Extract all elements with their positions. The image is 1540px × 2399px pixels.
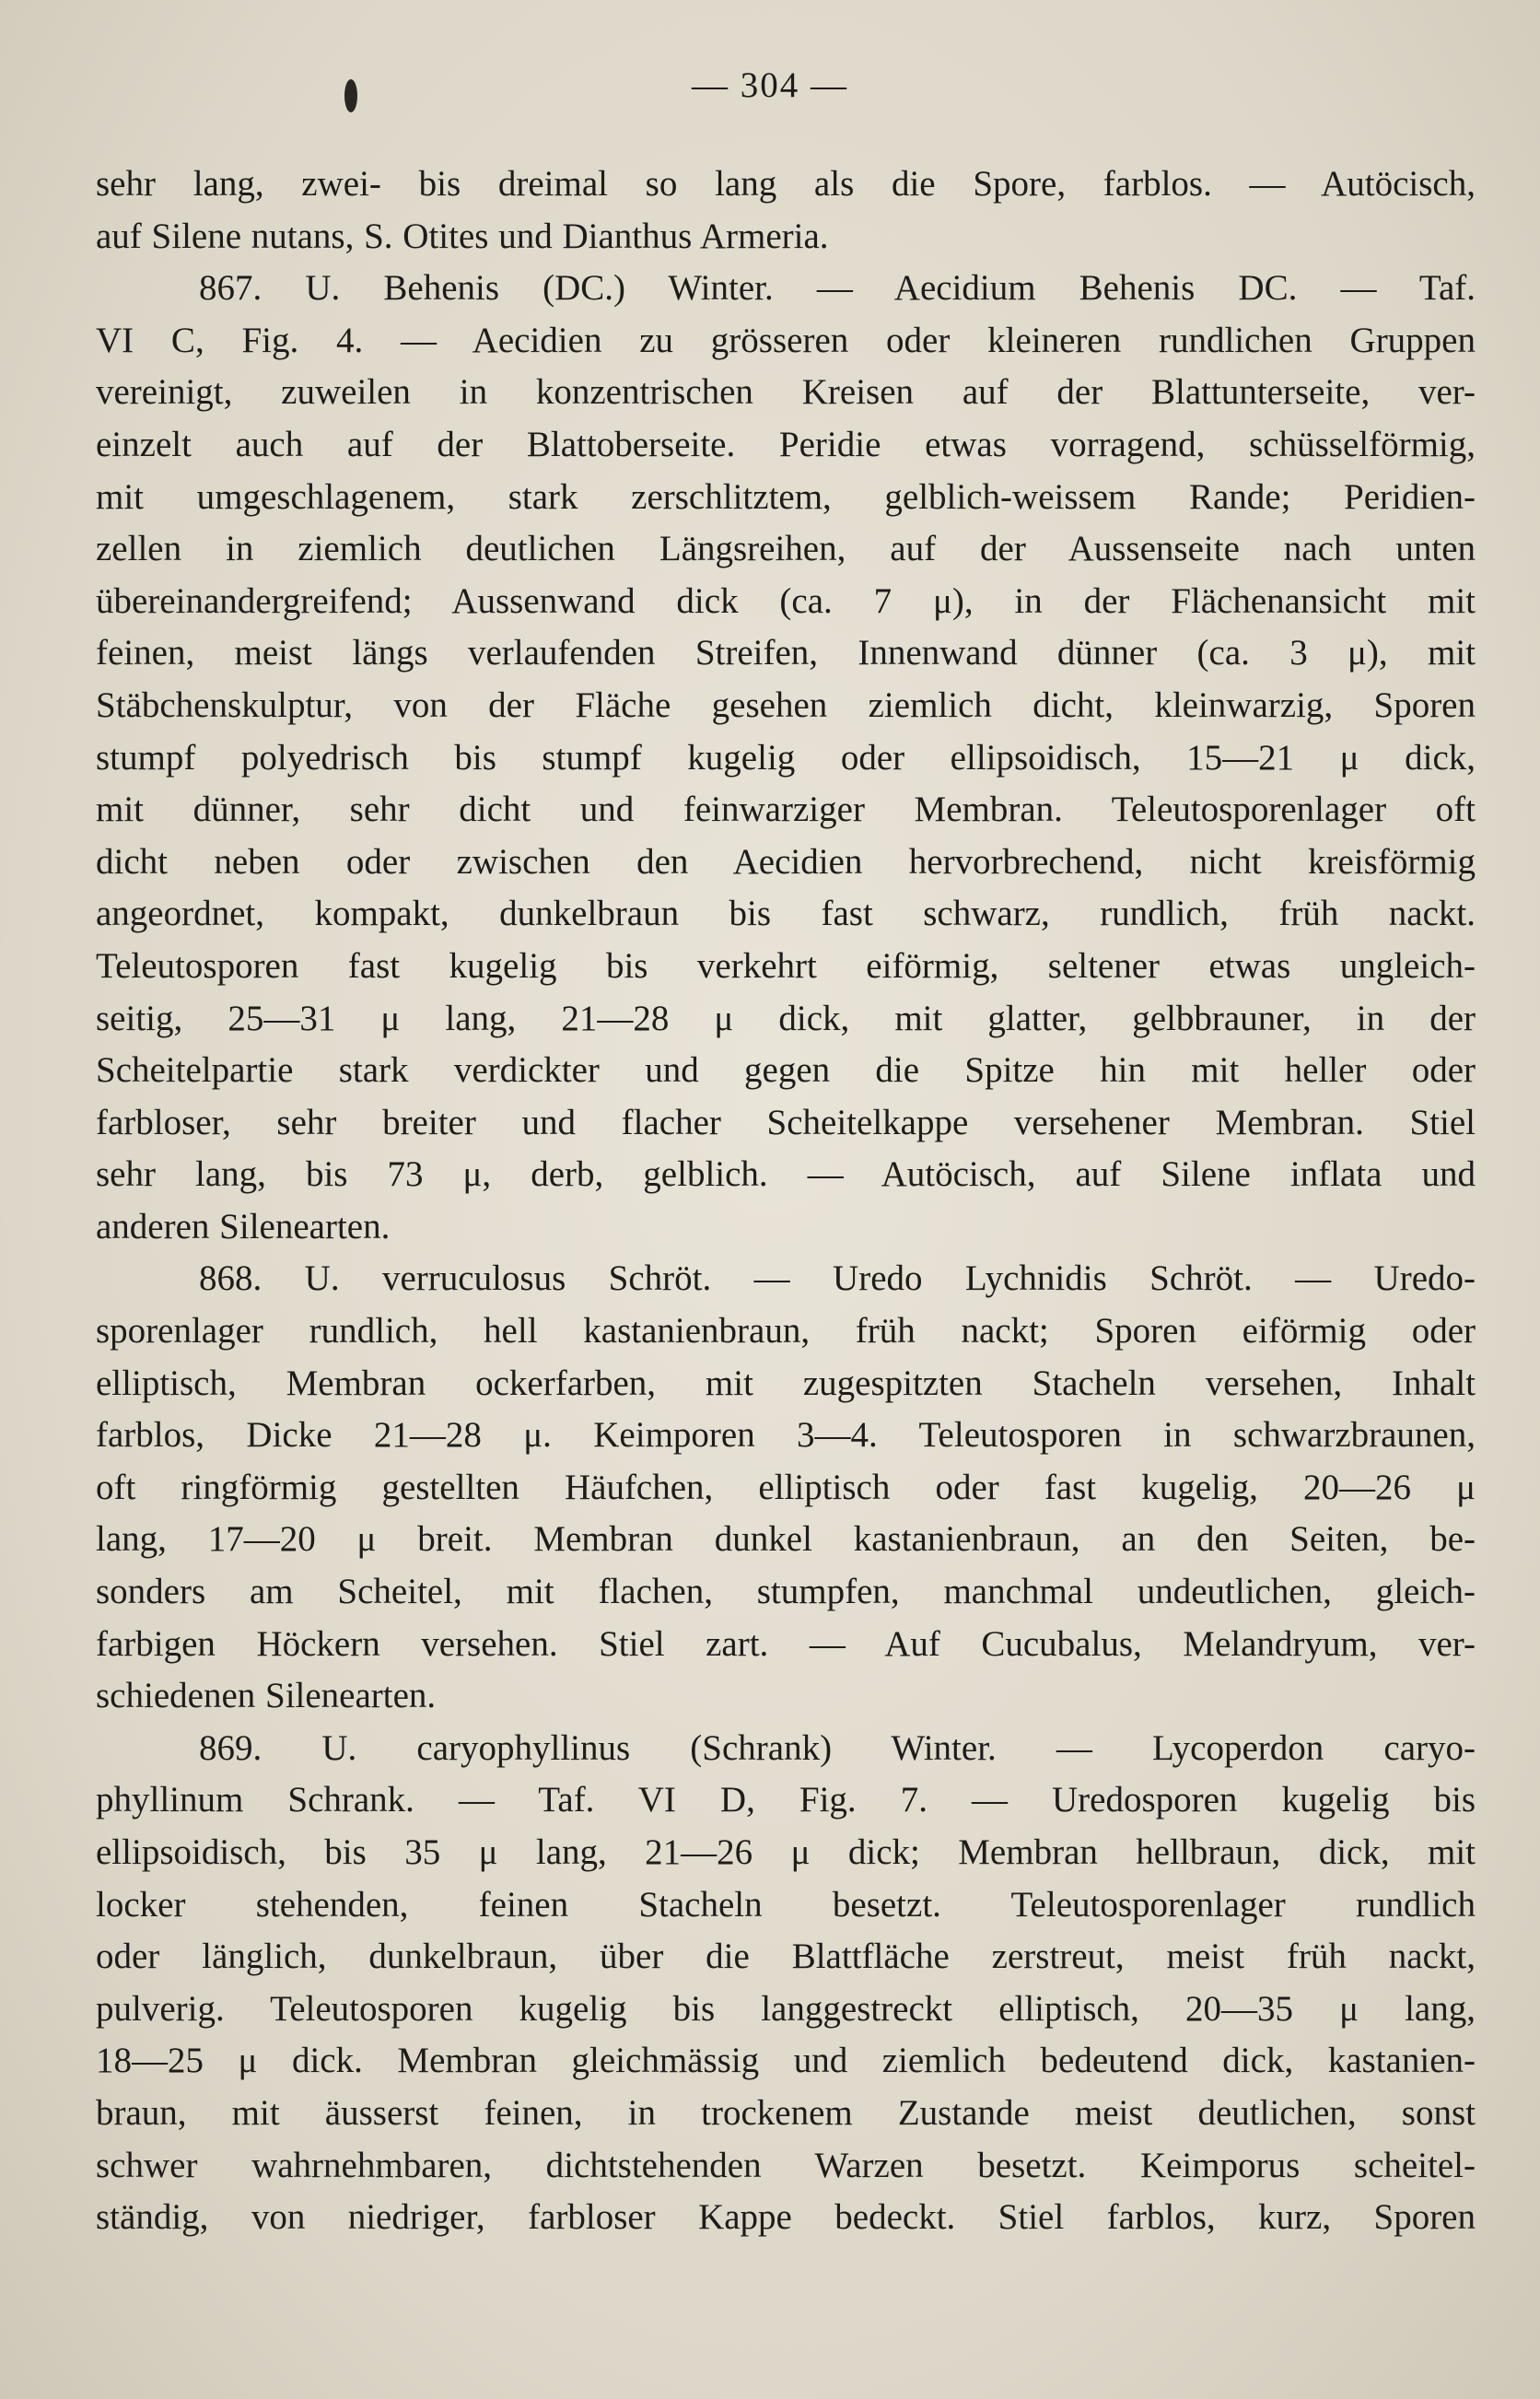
text-line: angeordnet, kompakt, dunkelbraun bis fast schwarz, rundlich, früh nackt. — [96, 894, 1476, 934]
text-line: phyllinum Schrank. — Taf. VI D, Fig. 7. — Uredosporen kugelig bis — [96, 1780, 1476, 1820]
text-line: 869. U. caryophyllinus (Schrank) Winter. — Lycoperdon caryo- — [199, 1727, 1476, 1768]
text-line: ellipsoidisch, bis 35 μ lang, 21—26 μ dick; Membran hellbraun, dick, mit — [96, 1832, 1476, 1872]
text-line: elliptisch, Membran ockerfarben, mit zugespitzten Stacheln versehen, Inhalt — [96, 1363, 1476, 1403]
text-line: feinen, meist längs verlaufenden Streifen, Innenwand dünner (ca. 3 μ), mit — [96, 633, 1476, 673]
text-line: VI C, Fig. 4. — Aecidien zu grösseren oder kleineren rundlichen Gruppen — [96, 320, 1476, 360]
text-line: stumpf polyedrisch bis stumpf kugelig oder ellipsoidisch, 15—21 μ dick, — [96, 737, 1476, 778]
text-line: seitig, 25—31 μ lang, 21—28 μ dick, mit glatter, gelbbrauner, in der — [96, 998, 1476, 1038]
text-line: pulverig. Teleutosporen kugelig bis langgestreckt elliptisch, 20—35 μ lang, — [96, 1988, 1476, 2029]
text-line: 18—25 μ dick. Membran gleichmässig und ziemlich bedeutend dick, kastanien- — [96, 2041, 1476, 2081]
text-line: zellen in ziemlich deutlichen Längsreihen, auf der Aussenseite nach unten — [96, 529, 1476, 569]
text-line: auf Silene nutans, S. Otites und Dianthus Armeria. — [96, 216, 829, 256]
text-line: übereinandergreifend; Aussenwand dick (ca. 7 μ), in der Flächenansicht mit — [96, 580, 1476, 621]
text-line: dicht neben oder zwischen den Aecidien hervorbrechend, nicht kreisförmig — [96, 841, 1476, 882]
text-line: schiedenen Silenearten. — [96, 1676, 437, 1716]
text-line: Stäbchenskulptur, von der Fläche gesehen ziemlich dicht, kleinwarzig, Sporen — [96, 685, 1476, 725]
page-number: — 304 — — [692, 65, 848, 105]
text-line: sonders am Scheitel, mit flachen, stumpfen, manchmal undeutlichen, gleich- — [96, 1572, 1476, 1612]
text-line: Scheitelpartie stark verdickter und gegen die Spitze hin mit heller oder — [96, 1050, 1476, 1091]
text-line: 867. U. Behenis (DC.) Winter. — Aecidium Behenis DC. — Taf. — [199, 268, 1476, 309]
text-line: Teleutosporen fast kugelig bis verkehrt eiförmig, seltener etwas ungleich- — [96, 945, 1476, 986]
text-line: oder länglich, dunkelbraun, über die Blattfläche zerstreut, meist früh nackt, — [96, 1937, 1476, 1977]
text-line: sporenlager rundlich, hell kastanienbraun, früh nackt; Sporen eiförmig oder — [96, 1311, 1476, 1352]
text-block — [96, 158, 1476, 2244]
text-line: oft ringförmig gestellten Häufchen, elliptisch oder fast kugelig, 20—26 μ — [96, 1467, 1476, 1507]
text-line: lang, 17—20 μ breit. Membran dunkel kastanienbraun, an den Seiten, be- — [96, 1519, 1476, 1560]
text-line: mit dünner, sehr dicht und feinwarziger Membran. Teleutosporenlager oft — [96, 790, 1476, 830]
text-line: farblos, Dicke 21—28 μ. Keimporen 3—4. Teleutosporen in schwarzbraunen, — [96, 1415, 1476, 1456]
text-line: anderen Silenearten. — [96, 1206, 391, 1246]
text-line: mit umgeschlagenem, stark zerschlitztem, gelblich-weissem Rande; Peridien- — [96, 476, 1476, 517]
text-line: einzelt auch auf der Blattoberseite. Peridie etwas vorragend, schüsselförmig, — [96, 424, 1476, 464]
text-line: locker stehenden, feinen Stacheln besetzt. Teleutosporenlager rundlich — [96, 1884, 1476, 1925]
text-line: farbigen Höckern versehen. Stiel zart. — Auf Cucubalus, Melandryum, ver- — [96, 1623, 1476, 1664]
text-line: vereinigt, zuweilen in konzentrischen Kreisen auf der Blattunterseite, ver- — [96, 372, 1476, 413]
text-line: farbloser, sehr breiter und flacher Scheitelkappe versehener Membran. Stiel — [96, 1102, 1476, 1142]
text-line: schwer wahrnehmbaren, dichtstehenden Warzen besetzt. Keimporus scheitel- — [96, 2145, 1476, 2185]
text-line: sehr lang, zwei- bis dreimal so lang als die Spore, farblos. — Autöcisch, — [96, 164, 1476, 204]
text-line: braun, mit äusserst feinen, in trockenem Zustande meist deutlichen, sonst — [96, 2092, 1476, 2133]
text-line: ständig, von niedriger, farbloser Kappe bedeckt. Stiel farblos, kurz, Sporen — [96, 2197, 1476, 2238]
text-line: sehr lang, bis 73 μ, derb, gelblich. — Autöcisch, auf Silene inflata und — [96, 1154, 1476, 1195]
text-line: 868. U. verruculosus Schröt. — Uredo Lychnidis Schröt. — Uredo- — [199, 1258, 1476, 1299]
